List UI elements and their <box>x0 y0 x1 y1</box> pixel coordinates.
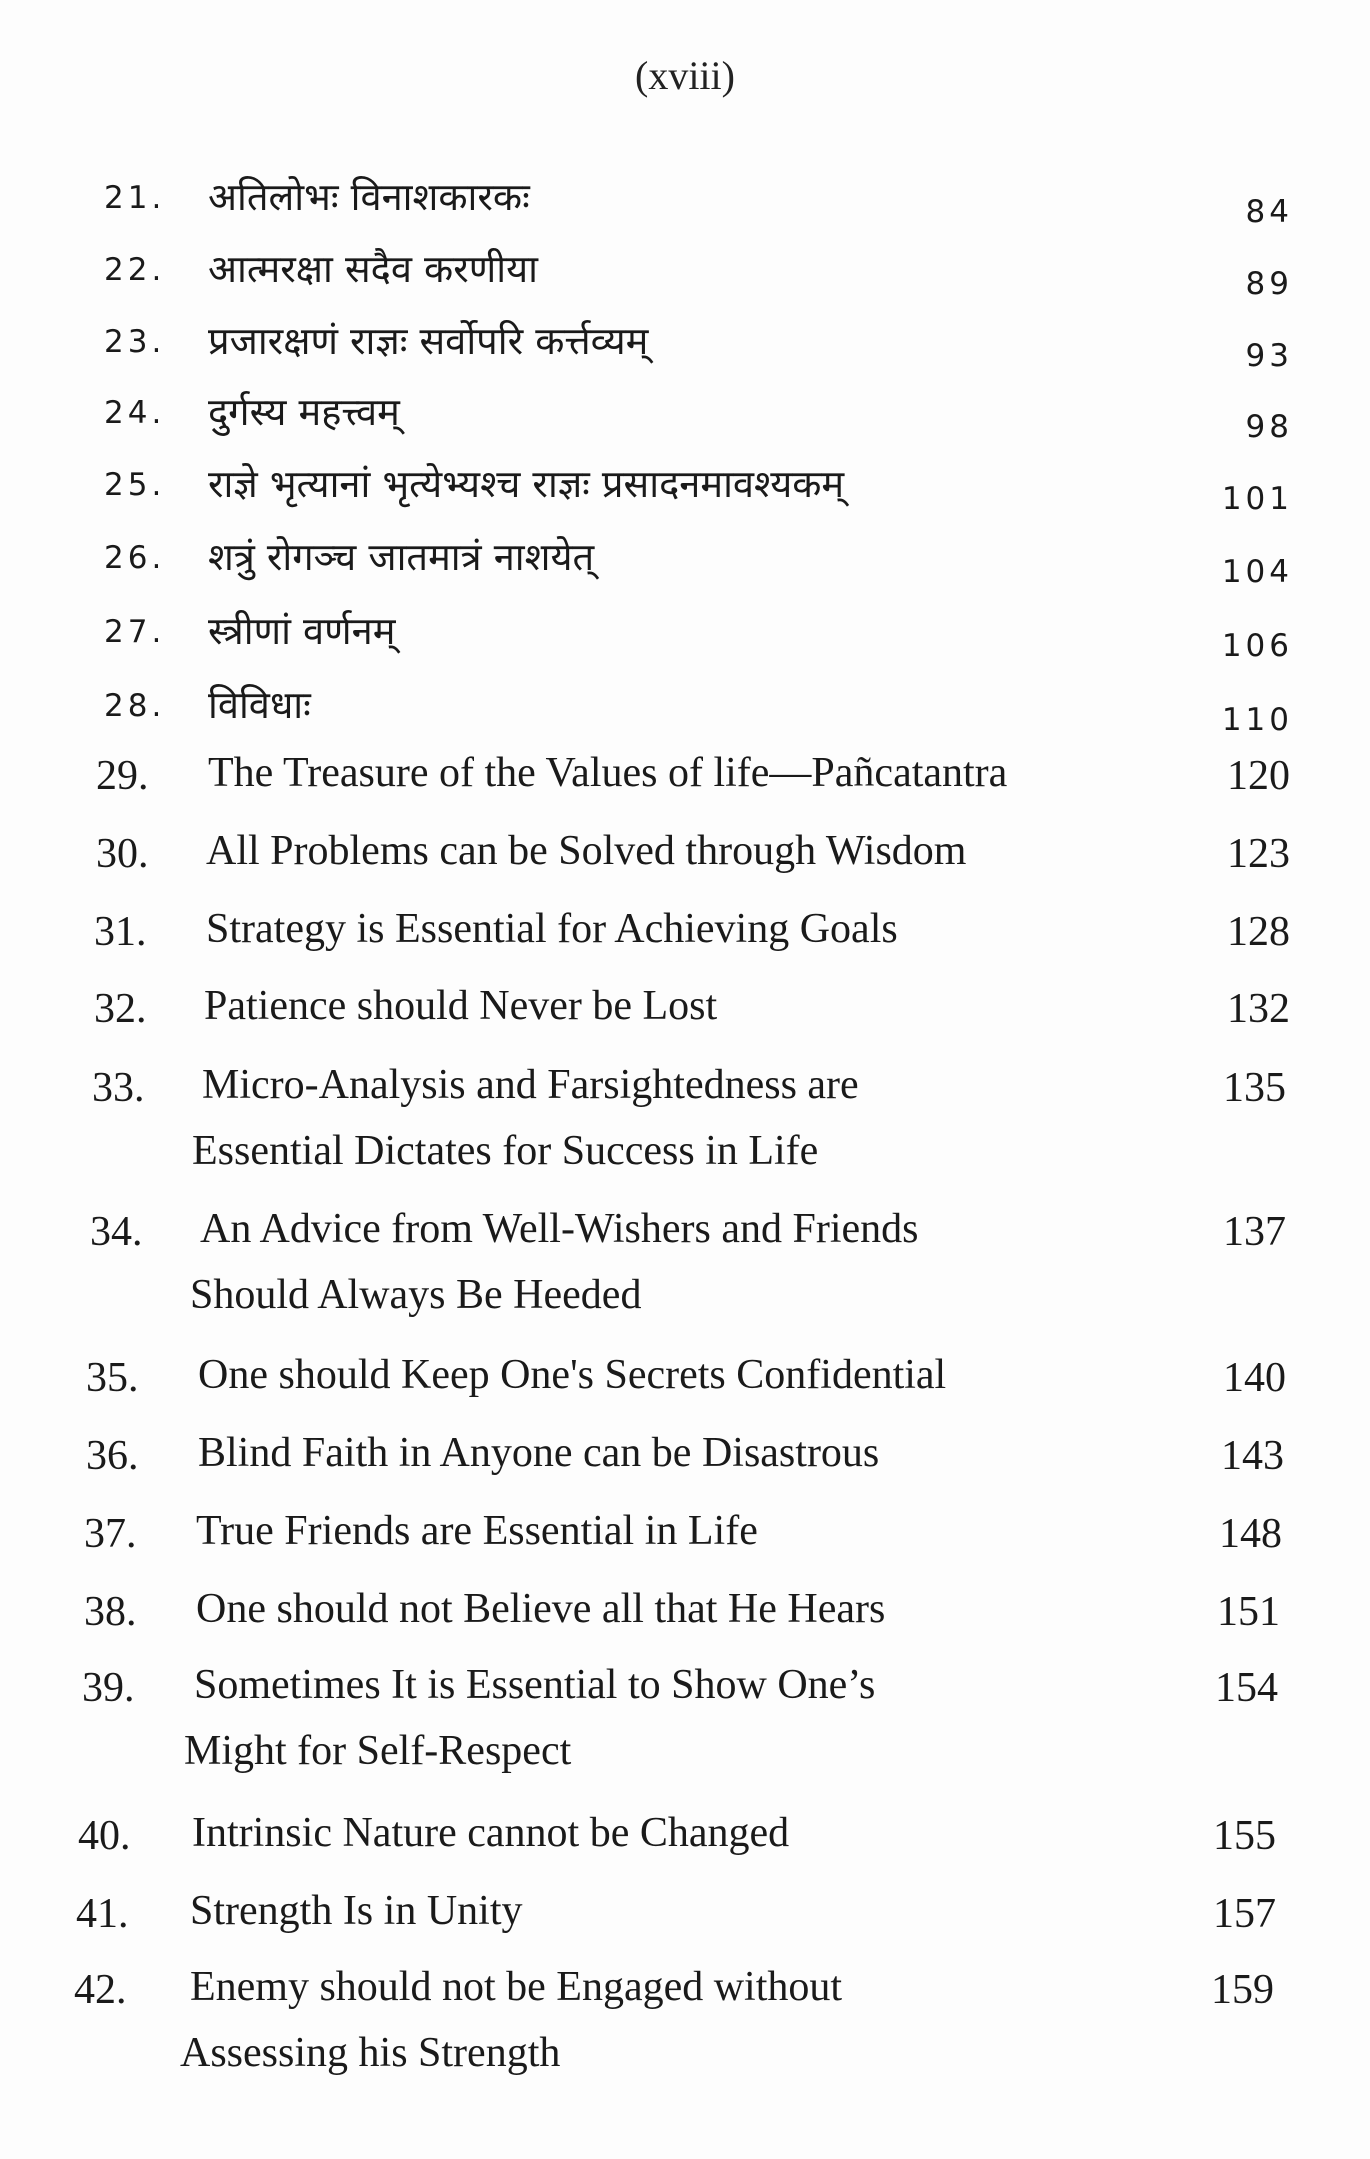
entry-title-line: Strategy is Essential for Achieving Goals <box>206 906 898 952</box>
entry-number: 30. <box>96 831 149 877</box>
entry-number: 41. <box>76 1891 129 1937</box>
page-number: (xviii) <box>635 53 735 98</box>
entry-number: 39. <box>82 1665 135 1711</box>
entry-title-line: Sometimes It is Essential to Show One’s <box>194 1662 876 1708</box>
entry-title-line: अतिलोभः विनाशकारकः <box>208 175 530 219</box>
entry-title <box>208 242 538 294</box>
entry-page-number: 137 <box>1223 1209 1286 1255</box>
entry-number: 32. <box>94 986 147 1032</box>
entry-number: 36. <box>86 1433 139 1479</box>
entry-title <box>204 973 717 1039</box>
entry-title-line: One should Keep One's Secrets Confidential <box>198 1352 947 1398</box>
entry-number: 34. <box>90 1209 143 1255</box>
entry-title-line: True Friends are Essential in Life <box>196 1508 758 1554</box>
entry-title-line: One should not Believe all that He Hears <box>196 1586 886 1632</box>
entry-page-number: 123 <box>1227 831 1290 877</box>
entry-title-continuation: Assessing his Strength <box>180 2030 561 2076</box>
entry-page-number: 140 <box>1223 1355 1286 1401</box>
entry-title-line: विविधाः <box>208 683 311 727</box>
entry-title <box>208 314 648 366</box>
entry-page-number: 104 <box>1221 554 1293 590</box>
entry-number: 26. <box>104 540 166 576</box>
entry-page-number: 120 <box>1227 753 1290 799</box>
entry-title <box>208 457 844 509</box>
entry-number: 40. <box>78 1813 131 1859</box>
entry-title <box>184 1652 876 1784</box>
entry-title <box>198 1420 879 1486</box>
entry-title <box>180 1954 843 2086</box>
entry-page-number: 101 <box>1221 481 1293 517</box>
entry-title-line: Intrinsic Nature cannot be Changed <box>192 1810 790 1856</box>
entry-page-number: 84 <box>1245 194 1293 230</box>
entry-title-line: Enemy should not be Engaged without <box>190 1964 843 2010</box>
entry-title <box>192 1052 859 1184</box>
entry-title-line: The Treasure of the Values of life—Pañcatantra <box>208 750 1008 796</box>
entry-title-line: आत्मरक्षा सदैव करणीया <box>208 247 538 291</box>
entry-title-continuation: Essential Dictates for Success in Life <box>192 1128 819 1174</box>
entry-title <box>208 678 311 730</box>
entry-title <box>208 385 400 437</box>
entry-title <box>208 604 395 656</box>
entry-number: 27. <box>104 614 166 650</box>
entry-title <box>208 530 594 582</box>
entry-number: 33. <box>92 1065 145 1111</box>
entry-number: 25. <box>104 467 166 503</box>
entry-number: 28. <box>104 688 166 724</box>
entry-page-number: 89 <box>1245 266 1293 302</box>
entry-number: 24. <box>104 395 166 431</box>
entry-page-number: 143 <box>1221 1433 1284 1479</box>
entry-page-number: 110 <box>1221 702 1293 738</box>
entry-title <box>206 896 898 962</box>
entry-title-line: राज्ञे भृत्यानां भृत्येभ्यश्च राज्ञः प्रसादनमावश्यकम् <box>208 462 845 506</box>
entry-title <box>208 170 530 222</box>
entry-page-number: 155 <box>1213 1813 1276 1859</box>
entry-page-number: 148 <box>1219 1511 1282 1557</box>
entry-page-number: 106 <box>1221 628 1293 664</box>
entry-title-line: Blind Faith in Anyone can be Disastrous <box>198 1430 880 1476</box>
entry-number: 21. <box>104 180 166 216</box>
entry-title <box>198 1342 946 1408</box>
entry-title-line: Micro-Analysis and Farsightedness are <box>202 1062 859 1108</box>
entry-title-line: शत्रुं रोगञ्च जातमात्रं नाशयेत् <box>208 535 595 579</box>
entry-page-number: 132 <box>1227 986 1290 1032</box>
entry-title <box>196 1576 885 1642</box>
entry-title-line: स्त्रीणां वर्णनम् <box>208 609 396 653</box>
entry-number: 42. <box>74 1967 127 2013</box>
entry-title-line: दुर्गस्य महत्त्वम् <box>208 390 400 434</box>
entry-number: 29. <box>96 753 149 799</box>
entry-title-continuation: Might for Self-Respect <box>184 1728 572 1774</box>
entry-title <box>190 1878 523 1944</box>
entry-title-line: All Problems can be Solved through Wisdom <box>206 828 967 874</box>
entry-title-line: Patience should Never be Lost <box>204 983 718 1029</box>
entry-page-number: 159 <box>1211 1967 1274 2013</box>
entry-number: 38. <box>84 1589 137 1635</box>
entry-title <box>196 1498 758 1564</box>
entry-title-continuation: Should Always Be Heeded <box>190 1272 642 1318</box>
entry-title <box>190 1196 919 1328</box>
entry-number: 37. <box>84 1511 137 1557</box>
entry-page-number: 151 <box>1217 1589 1280 1635</box>
entry-title-line: Strength Is in Unity <box>190 1888 523 1934</box>
entry-title <box>208 740 1007 806</box>
entry-page-number: 135 <box>1223 1065 1286 1111</box>
entry-number: 35. <box>86 1355 139 1401</box>
entry-title <box>206 818 966 884</box>
entry-page-number: 154 <box>1215 1665 1278 1711</box>
entry-page-number: 93 <box>1245 338 1293 374</box>
entry-title <box>192 1800 789 1866</box>
entry-page-number: 98 <box>1245 409 1293 445</box>
entry-number: 23. <box>104 324 166 360</box>
entry-title-line: प्रजारक्षणं राज्ञः सर्वोपरि कर्त्तव्यम् <box>208 319 649 363</box>
entry-number: 31. <box>94 909 147 955</box>
entry-number: 22. <box>104 252 166 288</box>
entry-title-line: An Advice from Well-Wishers and Friends <box>200 1206 919 1252</box>
entry-page-number: 128 <box>1227 909 1290 955</box>
entry-page-number: 157 <box>1213 1891 1276 1937</box>
